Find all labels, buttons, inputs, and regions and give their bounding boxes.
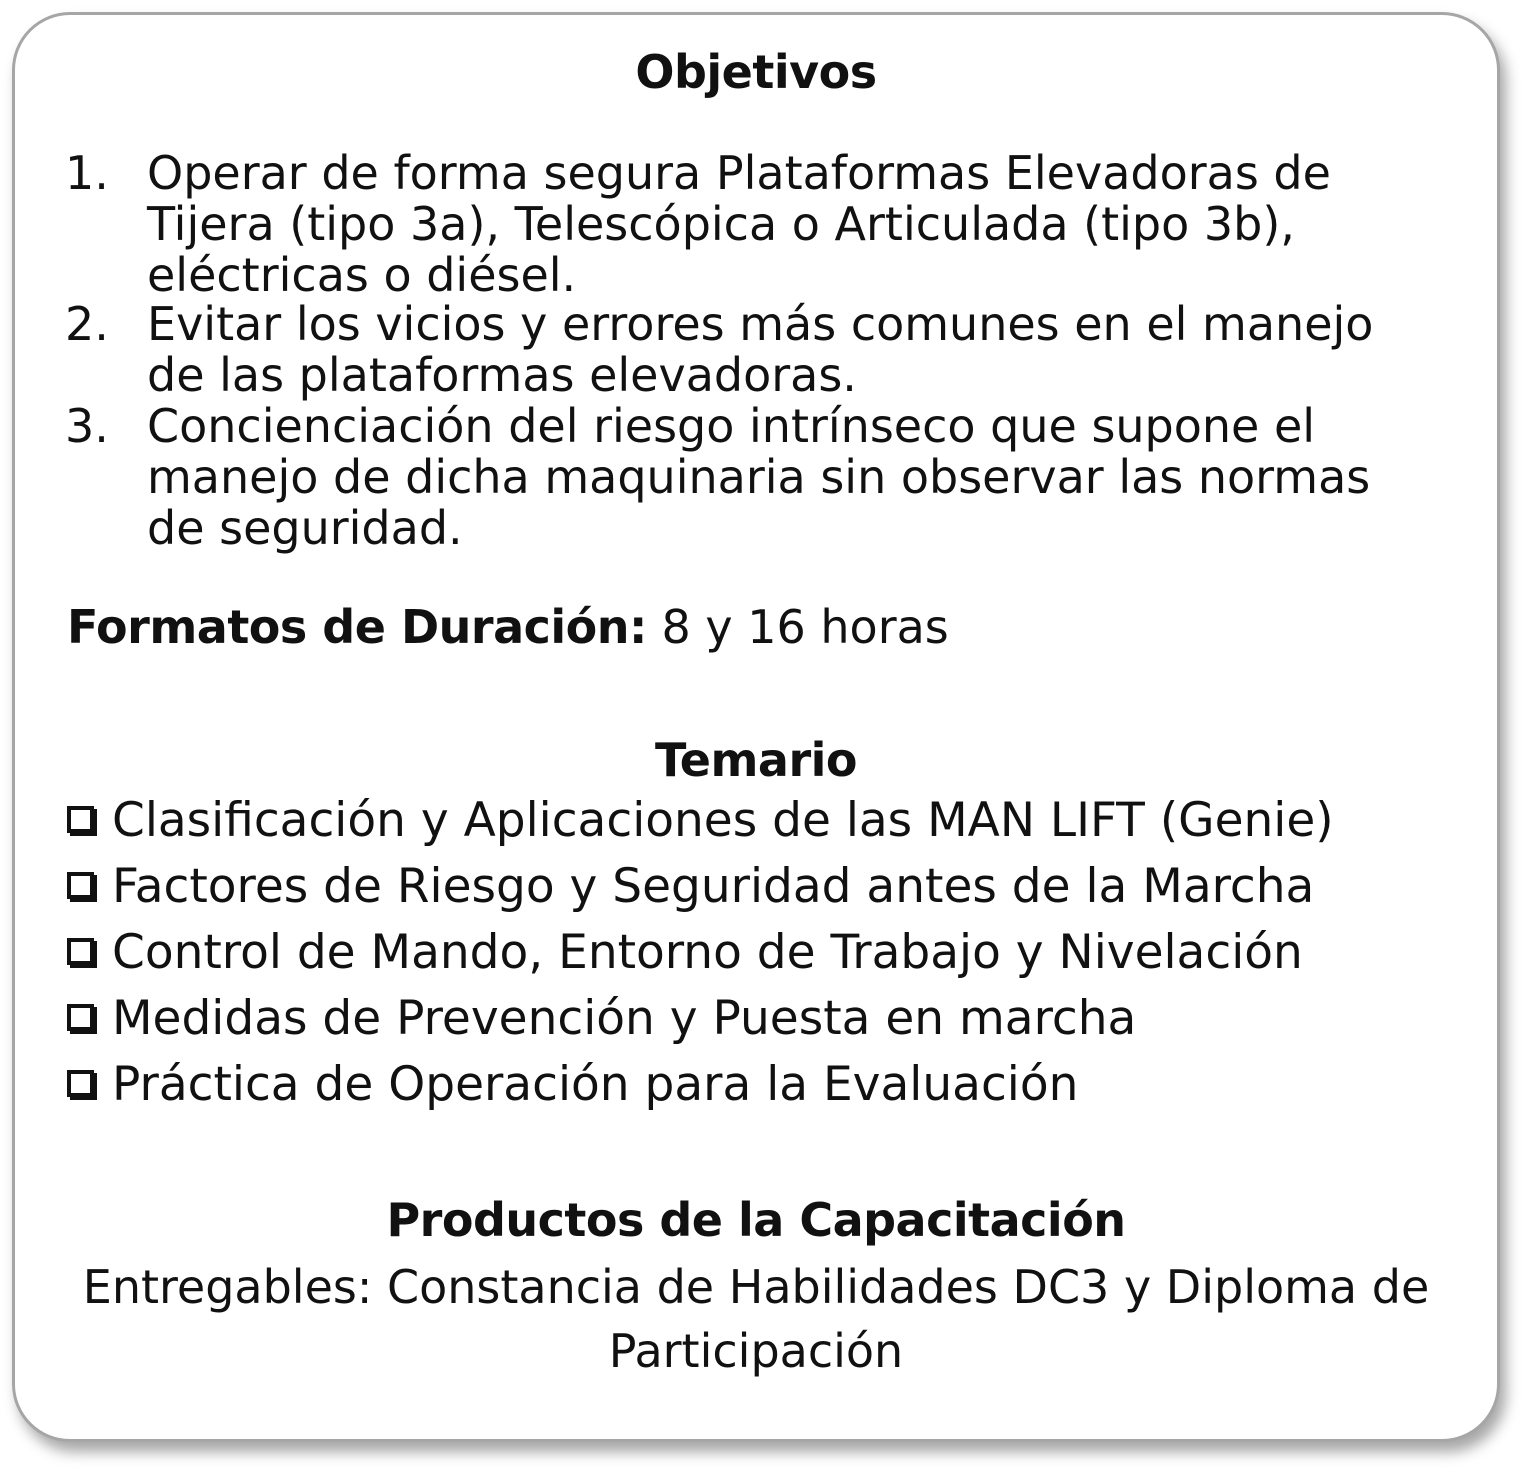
duration-value: 8 y 16 horas [646,600,949,654]
objective-number: 2. [65,297,109,351]
objectives-title: Objetivos [635,45,877,99]
objective-line: Operar de forma segura Plataformas Elevadoras de [147,146,1331,200]
objective-line: de seguridad. [147,501,463,555]
duration-label: Formatos de Duración: [67,600,647,654]
objective-line: de las plataformas elevadoras. [147,348,857,402]
info-card [12,12,1500,1442]
topic-item [67,859,1314,915]
topic-label: Medidas de Prevención y Puesta en marcha [112,991,1137,1046]
checkbox-icon [67,1070,94,1097]
objective-text [147,401,1370,554]
checkbox-icon [67,872,94,899]
duration-line [67,600,949,654]
topic-item [67,793,1334,849]
products-line: Participación [608,1324,904,1378]
objective-line: Tijera (tipo 3a), Telescópica o Articulada (tipo 3b), [147,197,1295,251]
objective-line: manejo de dicha maquinaria sin observar las normas [147,450,1371,504]
checkbox-icon [67,938,94,965]
topic-item [67,925,1303,981]
checkbox-icon [67,1004,94,1031]
checkbox-icon [67,806,94,833]
objective-text [147,299,1373,401]
products-title: Productos de la Capacitación [386,1193,1126,1247]
topic-item [67,1057,1078,1113]
objective-number: 1. [65,146,109,200]
products-line: Entregables: Constancia de Habilidades DC3 y Diploma de [82,1260,1430,1314]
topic-item [67,991,1136,1047]
objective-number: 3. [65,399,109,453]
objective-text [147,148,1331,301]
objective-line: eléctricas o diésel. [147,248,577,302]
objective-line: Concienciación del riesgo intrínseco que supone el [147,399,1316,453]
objective-line: Evitar los vicios y errores más comunes en el manejo [147,297,1374,351]
products-description [15,1255,1497,1383]
topic-label: Clasificación y Aplicaciones de las MAN LIFT (Genie) [112,793,1334,848]
topic-label: Control de Mando, Entorno de Trabajo y Nivelación [112,925,1303,980]
temario-title: Temario [655,733,857,787]
topic-label: Factores de Riesgo y Seguridad antes de la Marcha [112,859,1315,914]
topic-label: Práctica de Operación para la Evaluación [112,1057,1079,1112]
